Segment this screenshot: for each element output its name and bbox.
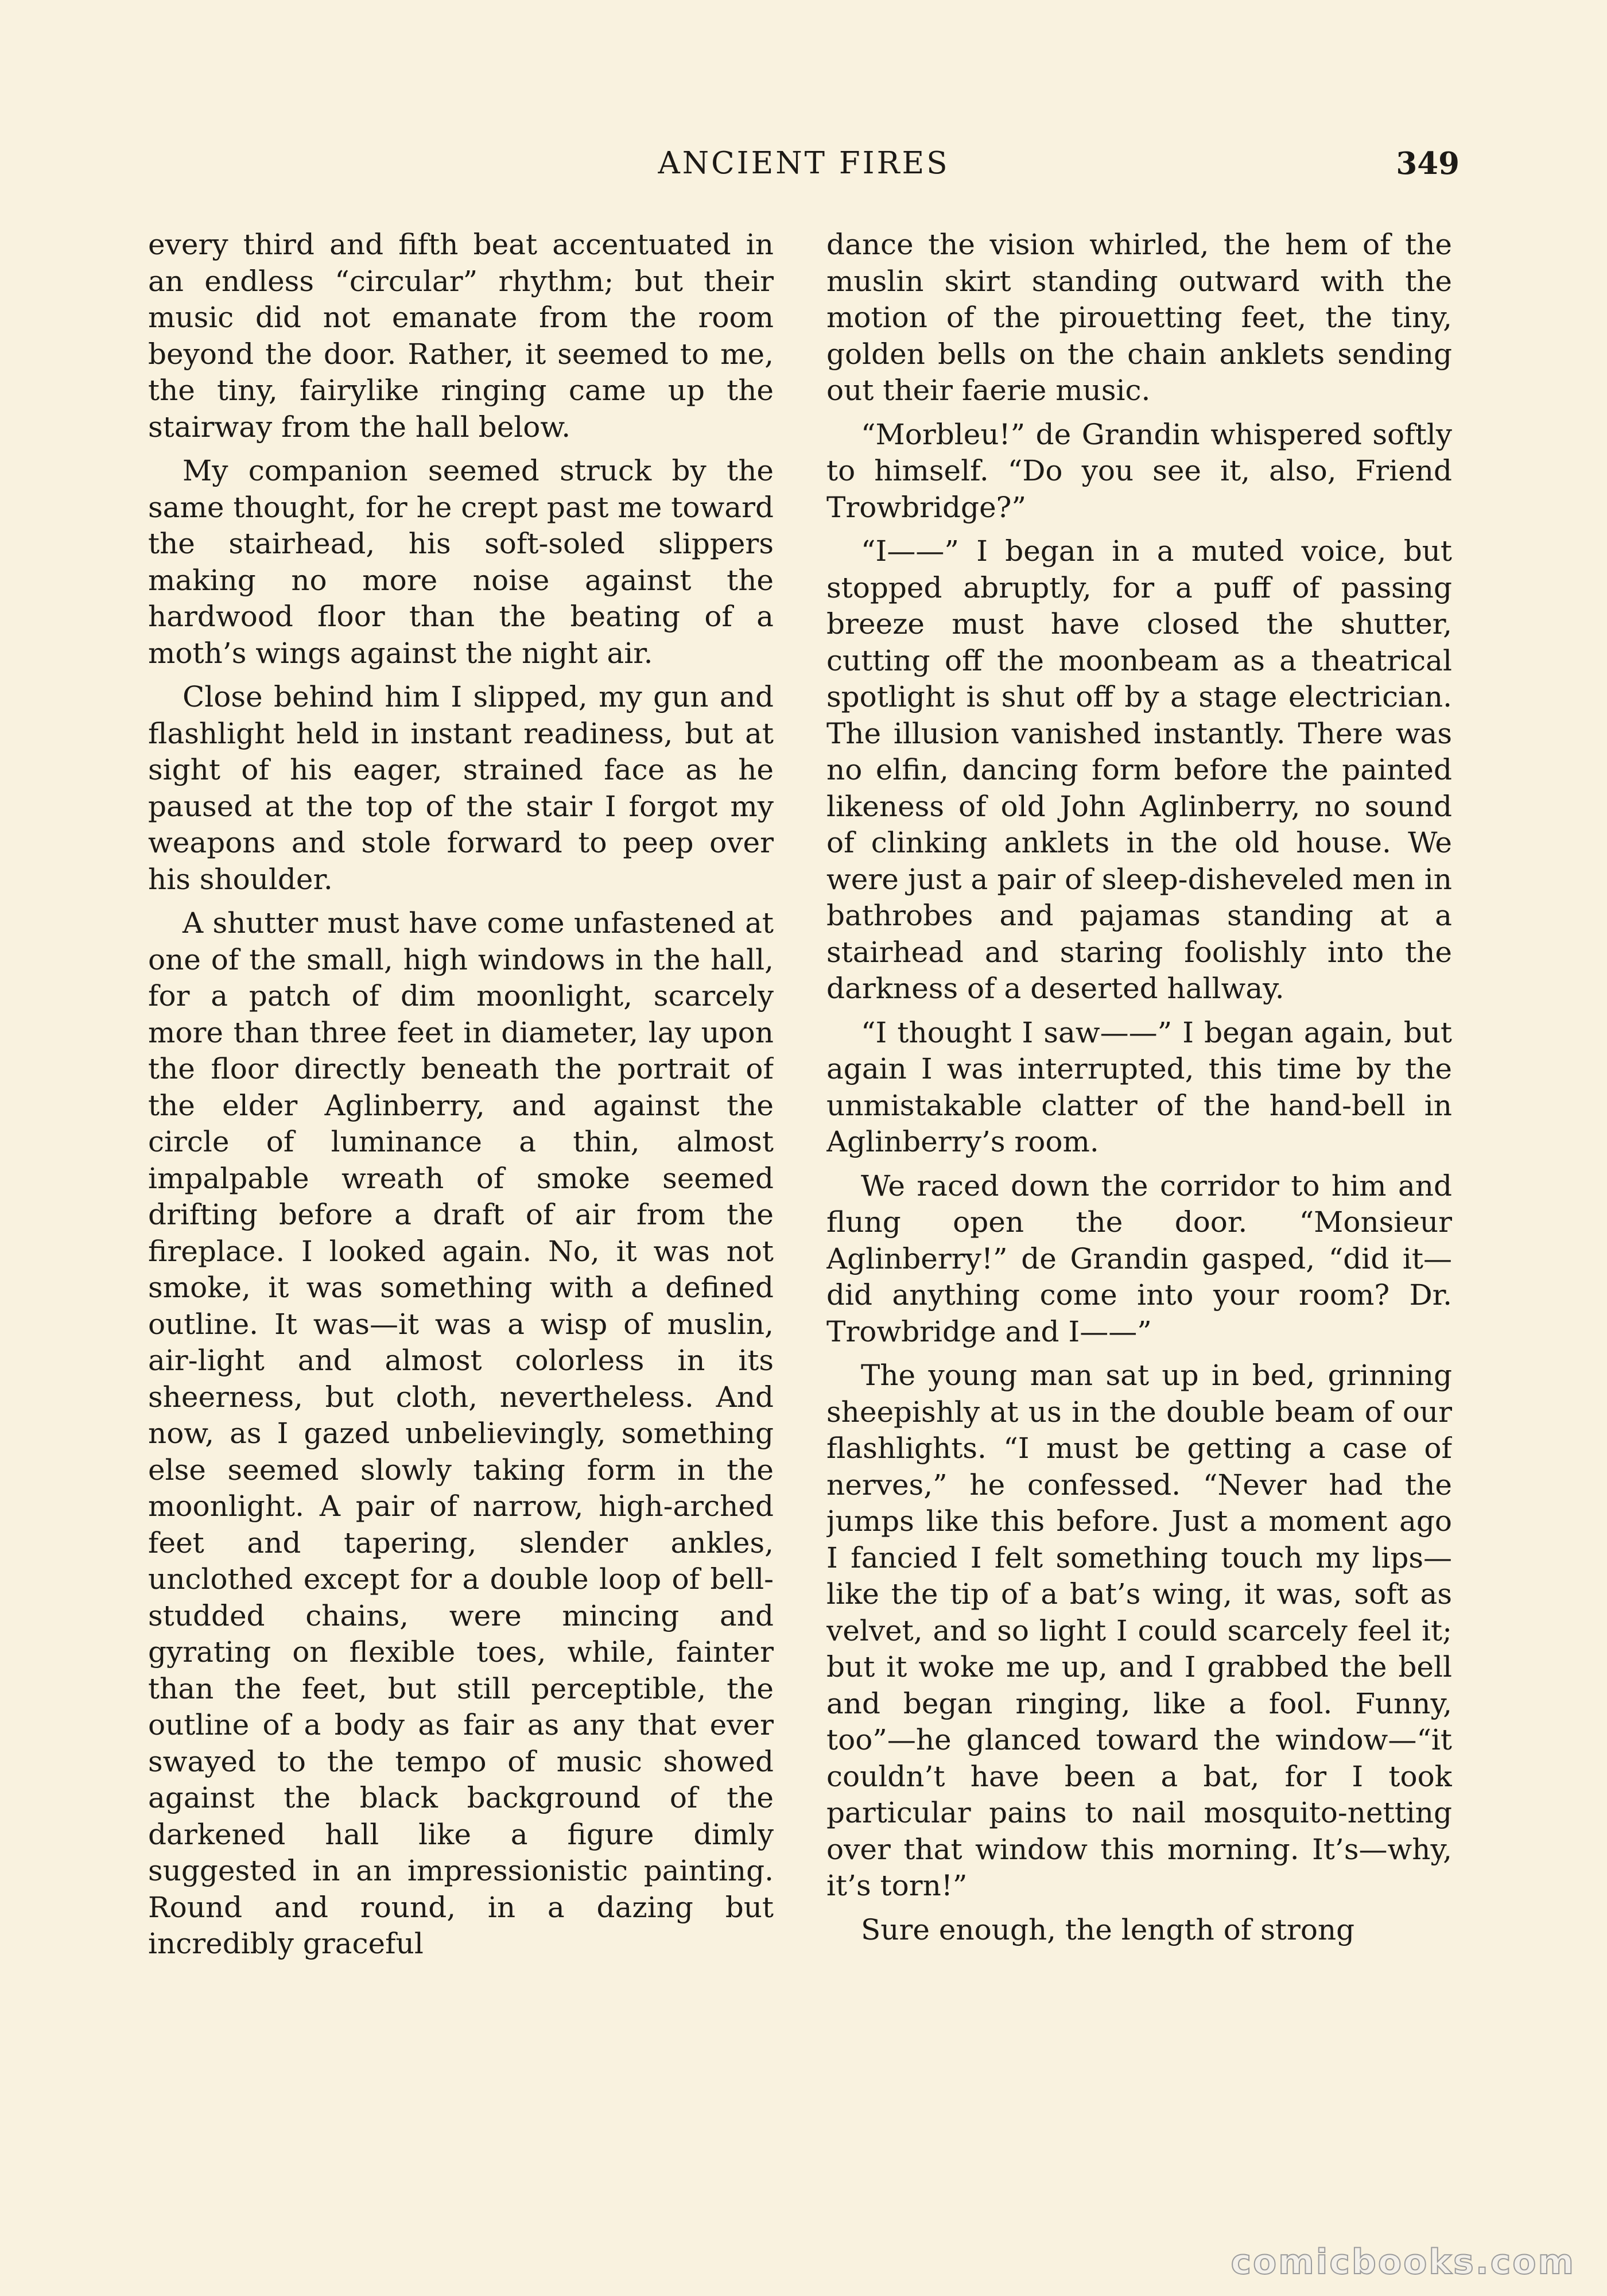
text-column-left xyxy=(148,227,774,2155)
running-title: ANCIENT FIRES xyxy=(658,146,950,181)
paragraph: The young man sat up in bed, grinning sheepishly at us in the double beam of our flashlights. “I must be getting a case of nerves,” he confessed. “Never had the jumps like this before. Just a moment ago I fancied I felt something touch my lips—like the tip of a bat’s wing, it was, soft as velvet, and so light I could scarcely feel it; but it woke me up, and I grabbed the bell and began ringing, like a fool. Funny, too”—he glanced toward the window—“it couldn’t have been a bat, for I took particular pains to nail mosquito-netting over that window this morning. It’s—why, it’s torn!” xyxy=(826,1359,1452,1902)
paragraph: “I——” I began in a muted voice, but stopped abruptly, for a puff of passing breeze must have closed the shutter, cutting off the moonbeam as a theatrical spotlight is shut off by a stage electrician. The illusion vanished instantly. There was no elfin, dancing form before the painted likeness of old John Aglinberry, no sound of clinking anklets in the old house. We were just a pair of sleep-disheveled men in bathrobes and pajamas standing at a stairhead and staring foolishly into the darkness of a deserted hallway. xyxy=(826,534,1452,1005)
paragraph: “Morbleu!” de Grandin whispered softly to himself. “Do you see it, also, Friend Trowbridge?” xyxy=(826,417,1452,524)
page-header xyxy=(148,141,1460,187)
paragraph: “I thought I saw——” I began again, but again I was interrupted, this time by the unmistakable clatter of the hand-bell in Aglinberry’s room. xyxy=(826,1015,1452,1158)
site-watermark: comicbooks.com xyxy=(1231,2242,1575,2282)
paragraph: dance the vision whirled, the hem of the muslin skirt standing outward with the motion of the pirouetting feet, the tiny, golden bells on the chain anklets sending out their faerie music. xyxy=(826,228,1452,407)
text-column-right xyxy=(826,227,1452,2155)
paragraph: Close behind him I slipped, my gun and flashlight held in instant readiness, but at sight of his eager, strained face as he paused at the top of the stair I forgot my weapons and stole forward to peep over his shoulder. xyxy=(148,680,774,896)
paragraph: A shutter must have come unfastened at one of the small, high windows in the hall, for a patch of dim moonlight, scarcely more than three feet in diameter, lay upon the floor directly beneath the portrait of the elder Aglinberry, and against the circle of luminance a thin, almost impalpable wreath of smoke seemed drifting before a draft of air from the fireplace. I looked again. No, it was not smoke, it was something with a defined outline. It was—it was a wisp of muslin, air-light and almost colorless in its sheerness, but cloth, nevertheless. And now, as I gazed unbelievingly, something else seemed slowly taking form in the moonlight. A pair of narrow, high-arched feet and tapering, slender ankles, unclothed except for a double loop of bell-studded chains, were mincing and gyrating on flexible toes, while, fainter than the feet, but still perceptible, the outline of a body as fair as any that ever swayed to the tempo of music showed against the black background of the darkened hall like a figure dimly suggested in an impressionistic painting. Round and round, in a dazing but incredibly graceful xyxy=(148,906,774,1960)
paragraph: every third and fifth beat accentuated in an endless “circular” rhythm; but their music did not emanate from the room beyond the door. Rather, it seemed to me, the tiny, fairylike ringing came up the stairway from the hall below. xyxy=(148,228,774,444)
page-number: 349 xyxy=(1396,146,1460,181)
paragraph: Sure enough, the length of strong xyxy=(861,1913,1355,1946)
paragraph: We raced down the corridor to him and flung open the door. “Monsieur Aglinberry!” de Grandin gasped, “did it—did anything come into your room? Dr. Trowbridge and I——” xyxy=(826,1169,1452,1348)
paragraph: My companion seemed struck by the same thought, for he crept past me toward the stairhead, his soft-soled slippers making no more noise against the hardwood floor than the beating of a moth’s wings against the night air. xyxy=(148,454,774,670)
